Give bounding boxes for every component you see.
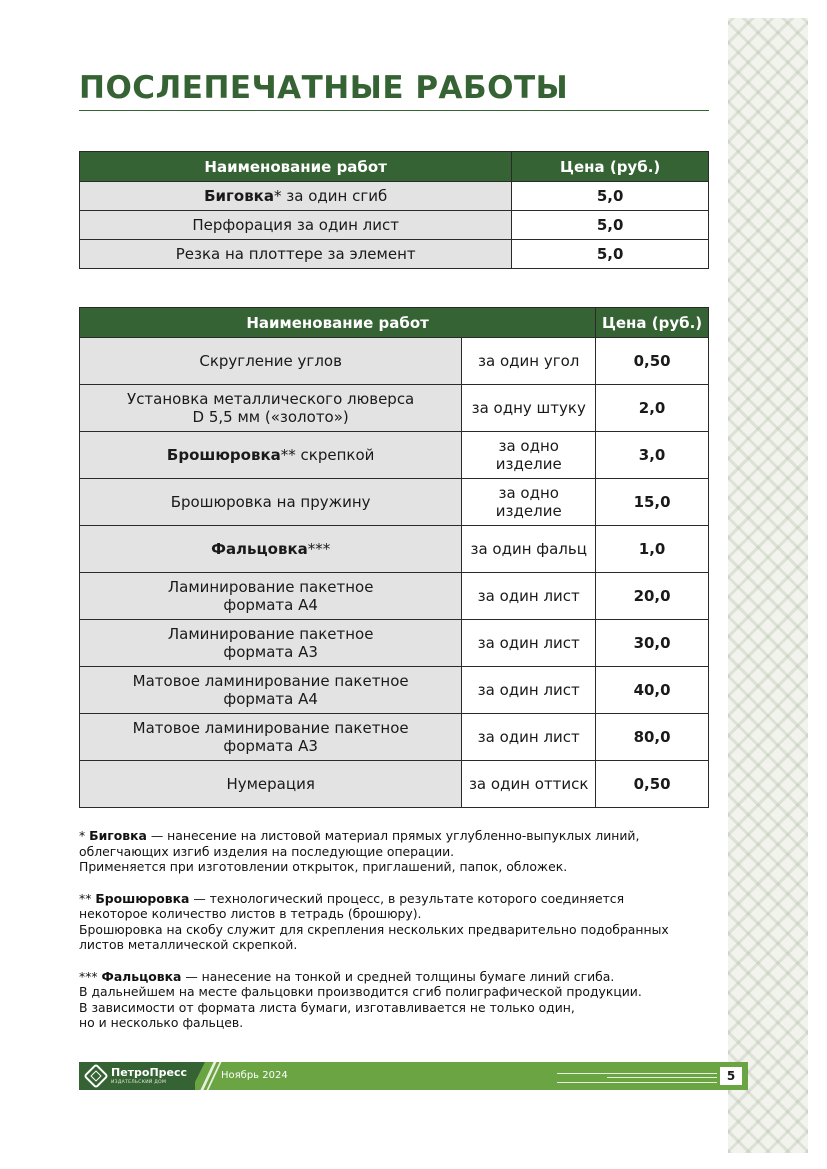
price-cell: 0,50 — [596, 338, 709, 385]
work-name-term: Брошюровка — [166, 446, 281, 464]
table-row — [80, 526, 709, 573]
footer-line-decoration — [557, 1073, 717, 1083]
table-header-row — [80, 152, 709, 182]
work-name-cell — [80, 338, 462, 385]
footnote-line — [79, 937, 719, 953]
table-row — [80, 182, 709, 211]
unit-text-line2: изделие — [495, 502, 562, 520]
unit-text: за один фальц — [470, 540, 587, 558]
work-name-cell — [80, 432, 462, 479]
work-name-text: Скругление углов — [199, 352, 342, 370]
work-name-text-line2: формата А3 — [223, 737, 318, 755]
brand-subtitle: ИЗДАТЕЛЬСКИЙ ДОМ — [111, 1080, 167, 1085]
footnote-line — [79, 984, 719, 1000]
page-footer — [79, 1062, 748, 1090]
work-name-text: Ламинирование пакетное — [167, 625, 374, 643]
table-header-row — [80, 308, 709, 338]
work-name-text: *** — [307, 540, 331, 558]
footnote-term: Брошюровка — [95, 890, 190, 906]
title-divider — [79, 110, 709, 111]
unit-text: за один лист — [477, 634, 580, 652]
footnote-line — [79, 922, 719, 938]
work-name-cell — [80, 714, 462, 761]
unit-cell — [462, 479, 596, 526]
unit-cell — [462, 620, 596, 667]
unit-text: за одно — [498, 437, 559, 455]
work-name-text: Установка металлического люверса — [127, 390, 415, 408]
work-name-cell — [80, 573, 462, 620]
work-name-text-line2: формата А4 — [223, 690, 318, 708]
footnote-paragraph — [79, 891, 719, 953]
work-name-text: Нумерация — [226, 775, 315, 793]
price-cell: 5,0 — [512, 211, 709, 240]
unit-text: за одно — [498, 484, 559, 502]
unit-cell — [462, 667, 596, 714]
table-row — [80, 338, 709, 385]
footnote-text: В дальнейшем на месте фальцовки производится сгиб полиграфической продукции. — [79, 984, 642, 999]
work-name-cell — [80, 240, 512, 269]
price-table-extended — [79, 307, 709, 808]
footnote-line — [79, 906, 719, 922]
unit-cell — [462, 573, 596, 620]
work-name-text: Перфорация за один лист — [192, 216, 399, 234]
footnote-paragraph — [79, 828, 719, 875]
table-row — [80, 479, 709, 526]
price-cell: 80,0 — [596, 714, 709, 761]
work-name-term: Фальцовка — [211, 540, 308, 558]
unit-cell — [462, 714, 596, 761]
footnote-line — [79, 844, 719, 860]
table-row — [80, 240, 709, 269]
work-name-text: Ламинирование пакетное — [167, 578, 374, 596]
work-name-cell — [80, 479, 462, 526]
footnote-term: Биговка — [89, 828, 147, 843]
footnote-text: некоторое количество листов в тетрадь (брошюру). — [79, 906, 422, 921]
footnote-line — [79, 828, 719, 844]
work-name-text: * за один сгиб — [274, 187, 388, 205]
unit-cell — [462, 526, 596, 573]
footnote-marker: ** — [79, 890, 96, 906]
work-name-text-line2: формата А3 — [223, 643, 318, 661]
work-name-text-line2: D 5,5 мм («золото») — [192, 408, 349, 426]
header-price: Цена (руб.) — [596, 308, 709, 338]
price-cell: 3,0 — [596, 432, 709, 479]
table-row — [80, 667, 709, 714]
price-cell: 15,0 — [596, 479, 709, 526]
price-cell: 2,0 — [596, 385, 709, 432]
work-name-text: Матовое ламинирование пакетное — [132, 719, 409, 737]
work-name-cell — [80, 526, 462, 573]
work-name-text: Матовое ламинирование пакетное — [132, 672, 409, 690]
price-cell: 30,0 — [596, 620, 709, 667]
footnote-text: В зависимости от формата листа бумаги, изготавливается не только один, — [79, 999, 575, 1015]
table-row — [80, 573, 709, 620]
footnote-text: облегчающих изгиб изделия на последующие операции. — [79, 843, 455, 859]
footnote-line — [79, 969, 719, 985]
table-row — [80, 385, 709, 432]
unit-text: за один угол — [478, 352, 580, 370]
table-row — [80, 714, 709, 761]
work-name-cell — [80, 620, 462, 667]
footer-brand-block — [79, 1062, 195, 1090]
price-cell: 5,0 — [512, 240, 709, 269]
price-cell: 5,0 — [512, 182, 709, 211]
footnote-line — [79, 1000, 719, 1016]
footnotes — [79, 828, 719, 1047]
footnote-paragraph — [79, 969, 719, 1031]
unit-cell — [462, 761, 596, 808]
unit-text: за один лист — [477, 681, 580, 699]
price-cell: 1,0 — [596, 526, 709, 573]
footnote-text: Применяется при изготовлении открыток, приглашений, папок, обложек. — [79, 859, 568, 874]
unit-text-line2: изделие — [495, 455, 562, 473]
unit-text: за одну штуку — [471, 399, 586, 417]
work-name-cell — [80, 182, 512, 211]
page-number: 5 — [720, 1067, 742, 1085]
work-name-term: Биговка — [204, 187, 274, 205]
footnote-text: Брошюровка на скобу служит для скрепления нескольких предварительно подобранных — [79, 921, 669, 937]
footnote-line — [79, 859, 719, 875]
work-name-text: Резка на плоттере за элемент — [175, 245, 416, 263]
footnote-text: листов металлической скрепкой. — [79, 937, 298, 952]
work-name-cell — [80, 385, 462, 432]
page-title: ПОСЛЕПЕЧАТНЫЕ РАБОТЫ — [79, 70, 569, 106]
work-name-text: ** скрепкой — [280, 446, 375, 464]
work-name-text: Брошюровка на пружину — [170, 493, 371, 511]
price-cell: 0,50 — [596, 761, 709, 808]
unit-cell — [462, 338, 596, 385]
brand-name: ПетроПресс — [111, 1066, 188, 1079]
header-work-name: Наименование работ — [80, 308, 596, 338]
table-row — [80, 432, 709, 479]
price-table-basic — [79, 151, 709, 269]
footnote-text: — нанесение на тонкой и средней толщины бумаге линий сгиба. — [181, 968, 615, 984]
table-row — [80, 211, 709, 240]
decorative-pattern-strip — [728, 18, 808, 1153]
work-name-text-line2: формата А4 — [223, 596, 318, 614]
unit-cell — [462, 385, 596, 432]
table-row — [80, 620, 709, 667]
header-work-name: Наименование работ — [80, 152, 512, 182]
footnote-text: — технологический процесс, в результате которого соединяется — [189, 890, 625, 906]
footnote-marker: * — [79, 828, 90, 843]
work-name-cell — [80, 667, 462, 714]
petropress-logo-icon — [83, 1063, 108, 1088]
footnote-text: — нанесение на листовой материал прямых углубленно-выпуклых линий, — [146, 828, 640, 843]
unit-text: за один лист — [477, 728, 580, 746]
footnote-marker: *** — [79, 968, 102, 984]
unit-text: за один оттиск — [468, 775, 589, 793]
footnote-line — [79, 1015, 719, 1031]
header-price: Цена (руб.) — [512, 152, 709, 182]
work-name-cell — [80, 211, 512, 240]
footnote-term: Фальцовка — [101, 968, 182, 984]
footnote-line — [79, 891, 719, 907]
footnote-text: но и несколько фальцев. — [79, 1015, 244, 1030]
price-cell: 40,0 — [596, 667, 709, 714]
table-row — [80, 761, 709, 808]
work-name-cell — [80, 761, 462, 808]
unit-cell — [462, 432, 596, 479]
issue-date: Ноябрь 2024 — [221, 1070, 288, 1081]
unit-text: за один лист — [477, 587, 580, 605]
price-cell: 20,0 — [596, 573, 709, 620]
